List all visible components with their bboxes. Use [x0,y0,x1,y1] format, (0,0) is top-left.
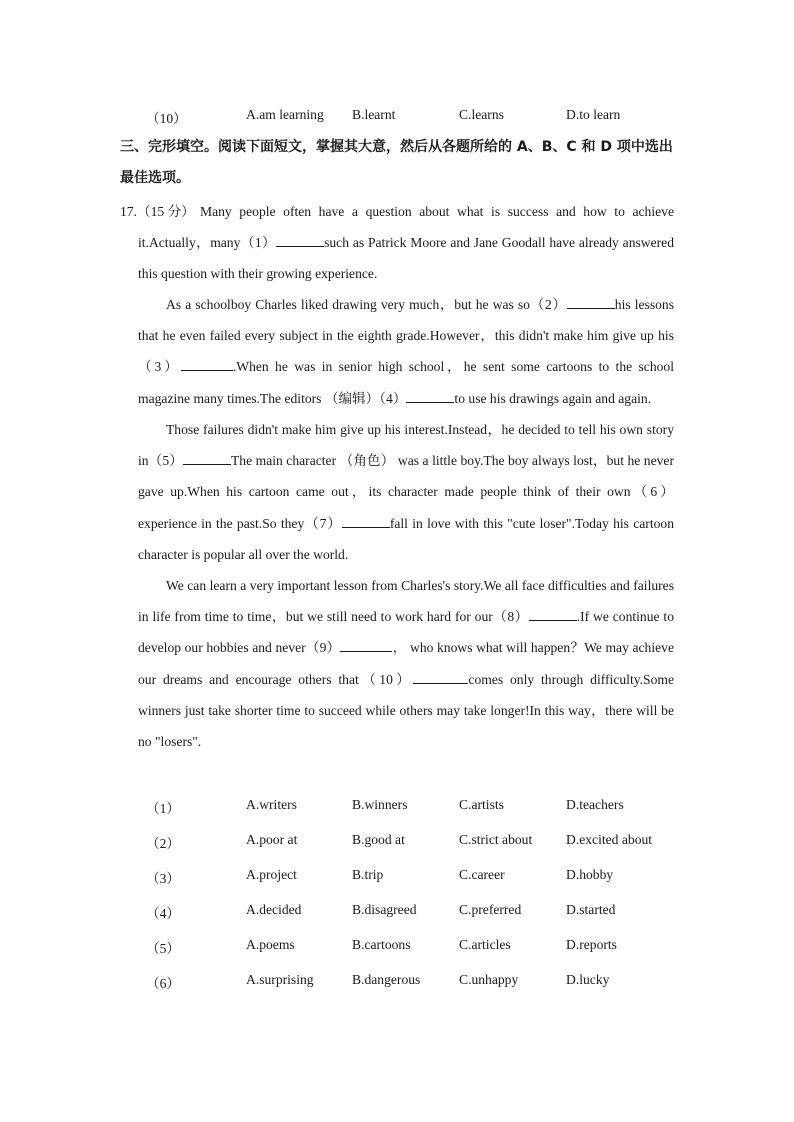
option-d: D.hobby [566,867,614,882]
passage-text: such as Patrick Moore and Jane Goodall have already answered this question with their growing experience. [138,235,675,282]
blank-1 [276,234,324,247]
option-c: C.strict about [459,832,533,847]
blank-10 [413,671,468,684]
passage-text: comes only through difficulty.Some winners just take shorter time to succeed while others may take longer!In this way，there will be no "losers". [138,671,674,750]
option-c: C.articles [459,937,511,952]
option-number: （5） [146,941,180,956]
passage-text: .If we continue to develop our hobbies and never（9） [138,609,674,656]
option-row-2 [0,832,794,852]
option-row-4 [0,902,794,922]
option-row-1 [0,797,794,817]
passage-text: .When he was in senior high school，he sent some cartoons to the school magazine many times.The editors （编辑）（4） [138,359,674,406]
option-d: D.excited about [566,832,653,847]
blank-2 [567,296,615,309]
passage-text: The main character （角色） was a little boy.The boy always lost，but he never gave up.When his cartoon came out，its character made people think of their own（6）experience in the past.So they（7） [138,453,674,531]
passage-text: Those failures didn't make him give up his interest.Instead，he decided to tell his own story in（5） [138,422,674,469]
option-row-6 [0,972,794,992]
passage-text: to use his drawings again and again. [454,390,652,406]
option-d: D.lucky [566,972,610,987]
passage-text: fall in love with this "cute loser".Today his cartoon character is popular all over the world. [138,515,674,562]
option-d: D.reports [566,937,617,952]
passage-text: Many people often have a question about what is success and how to achieve it.Actually，many（1） [138,204,674,251]
option-b: B.dangerous [352,972,421,987]
option-row-5 [0,937,794,957]
option-a: A.poor at [246,832,298,847]
option-c: C.unhappy [459,972,519,987]
option-number: （1） [146,801,180,816]
question-label: 17.（15 分） [120,204,195,219]
option-c: C.preferred [459,902,522,917]
option-b: B.winners [352,797,408,812]
option-a: A.am learning [246,107,324,122]
option-number: （10） [146,111,187,126]
option-d: D.started [566,902,616,917]
blank-7 [342,515,390,528]
option-a: A.surprising [246,972,314,987]
option-number: （3） [146,871,180,886]
passage-text: ， who knows what will happen？We may achieve our dreams and encourage others that（10） [138,640,674,687]
option-d: D.teachers [566,797,624,812]
option-c: C.artists [459,797,504,812]
option-c: C.career [459,867,505,882]
passage-text: We can learn a very important lesson from Charles's story.We all face difficulties and failures in life from time to time，but we still need to work hard for our（8） [138,578,674,625]
blank-3 [181,358,233,371]
option-b: B.trip [352,867,384,882]
option-a: A.decided [246,902,302,917]
section-heading: 三、完形填空。阅读下面短文，掌握其大意，然后从各题所给的 A、B、C 和 D 项中选出最佳选项。 [120,139,673,186]
blank-9 [340,639,392,652]
option-a: A.project [246,867,297,882]
option-b: B.disagreed [352,902,417,917]
option-number: （4） [146,906,180,921]
passage-paragraph-1 [138,196,674,290]
option-c: C.learns [459,107,504,122]
passage-text: As a schoolboy Charles liked drawing very much，but he was so（2） [166,297,567,312]
passage-paragraph-2 [138,289,674,414]
passage-paragraph-4 [138,570,674,757]
option-row-prev-10 [0,107,794,127]
option-a: A.poems [246,937,295,952]
blank-4 [406,390,454,403]
option-b: B.good at [352,832,405,847]
passage-text: his lessons that he even failed every subject in the eighth grade.However，this didn't make him give up his（3） [138,297,674,375]
option-a: A.writers [246,797,297,812]
option-b: B.learnt [352,107,396,122]
option-number: （6） [146,976,180,991]
blank-8 [529,608,577,621]
option-b: B.cartoons [352,937,411,952]
blank-5 [183,452,231,465]
option-row-3 [0,867,794,887]
option-number: （2） [146,836,180,851]
option-d: D.to learn [566,107,621,122]
passage-paragraph-3 [138,414,674,570]
